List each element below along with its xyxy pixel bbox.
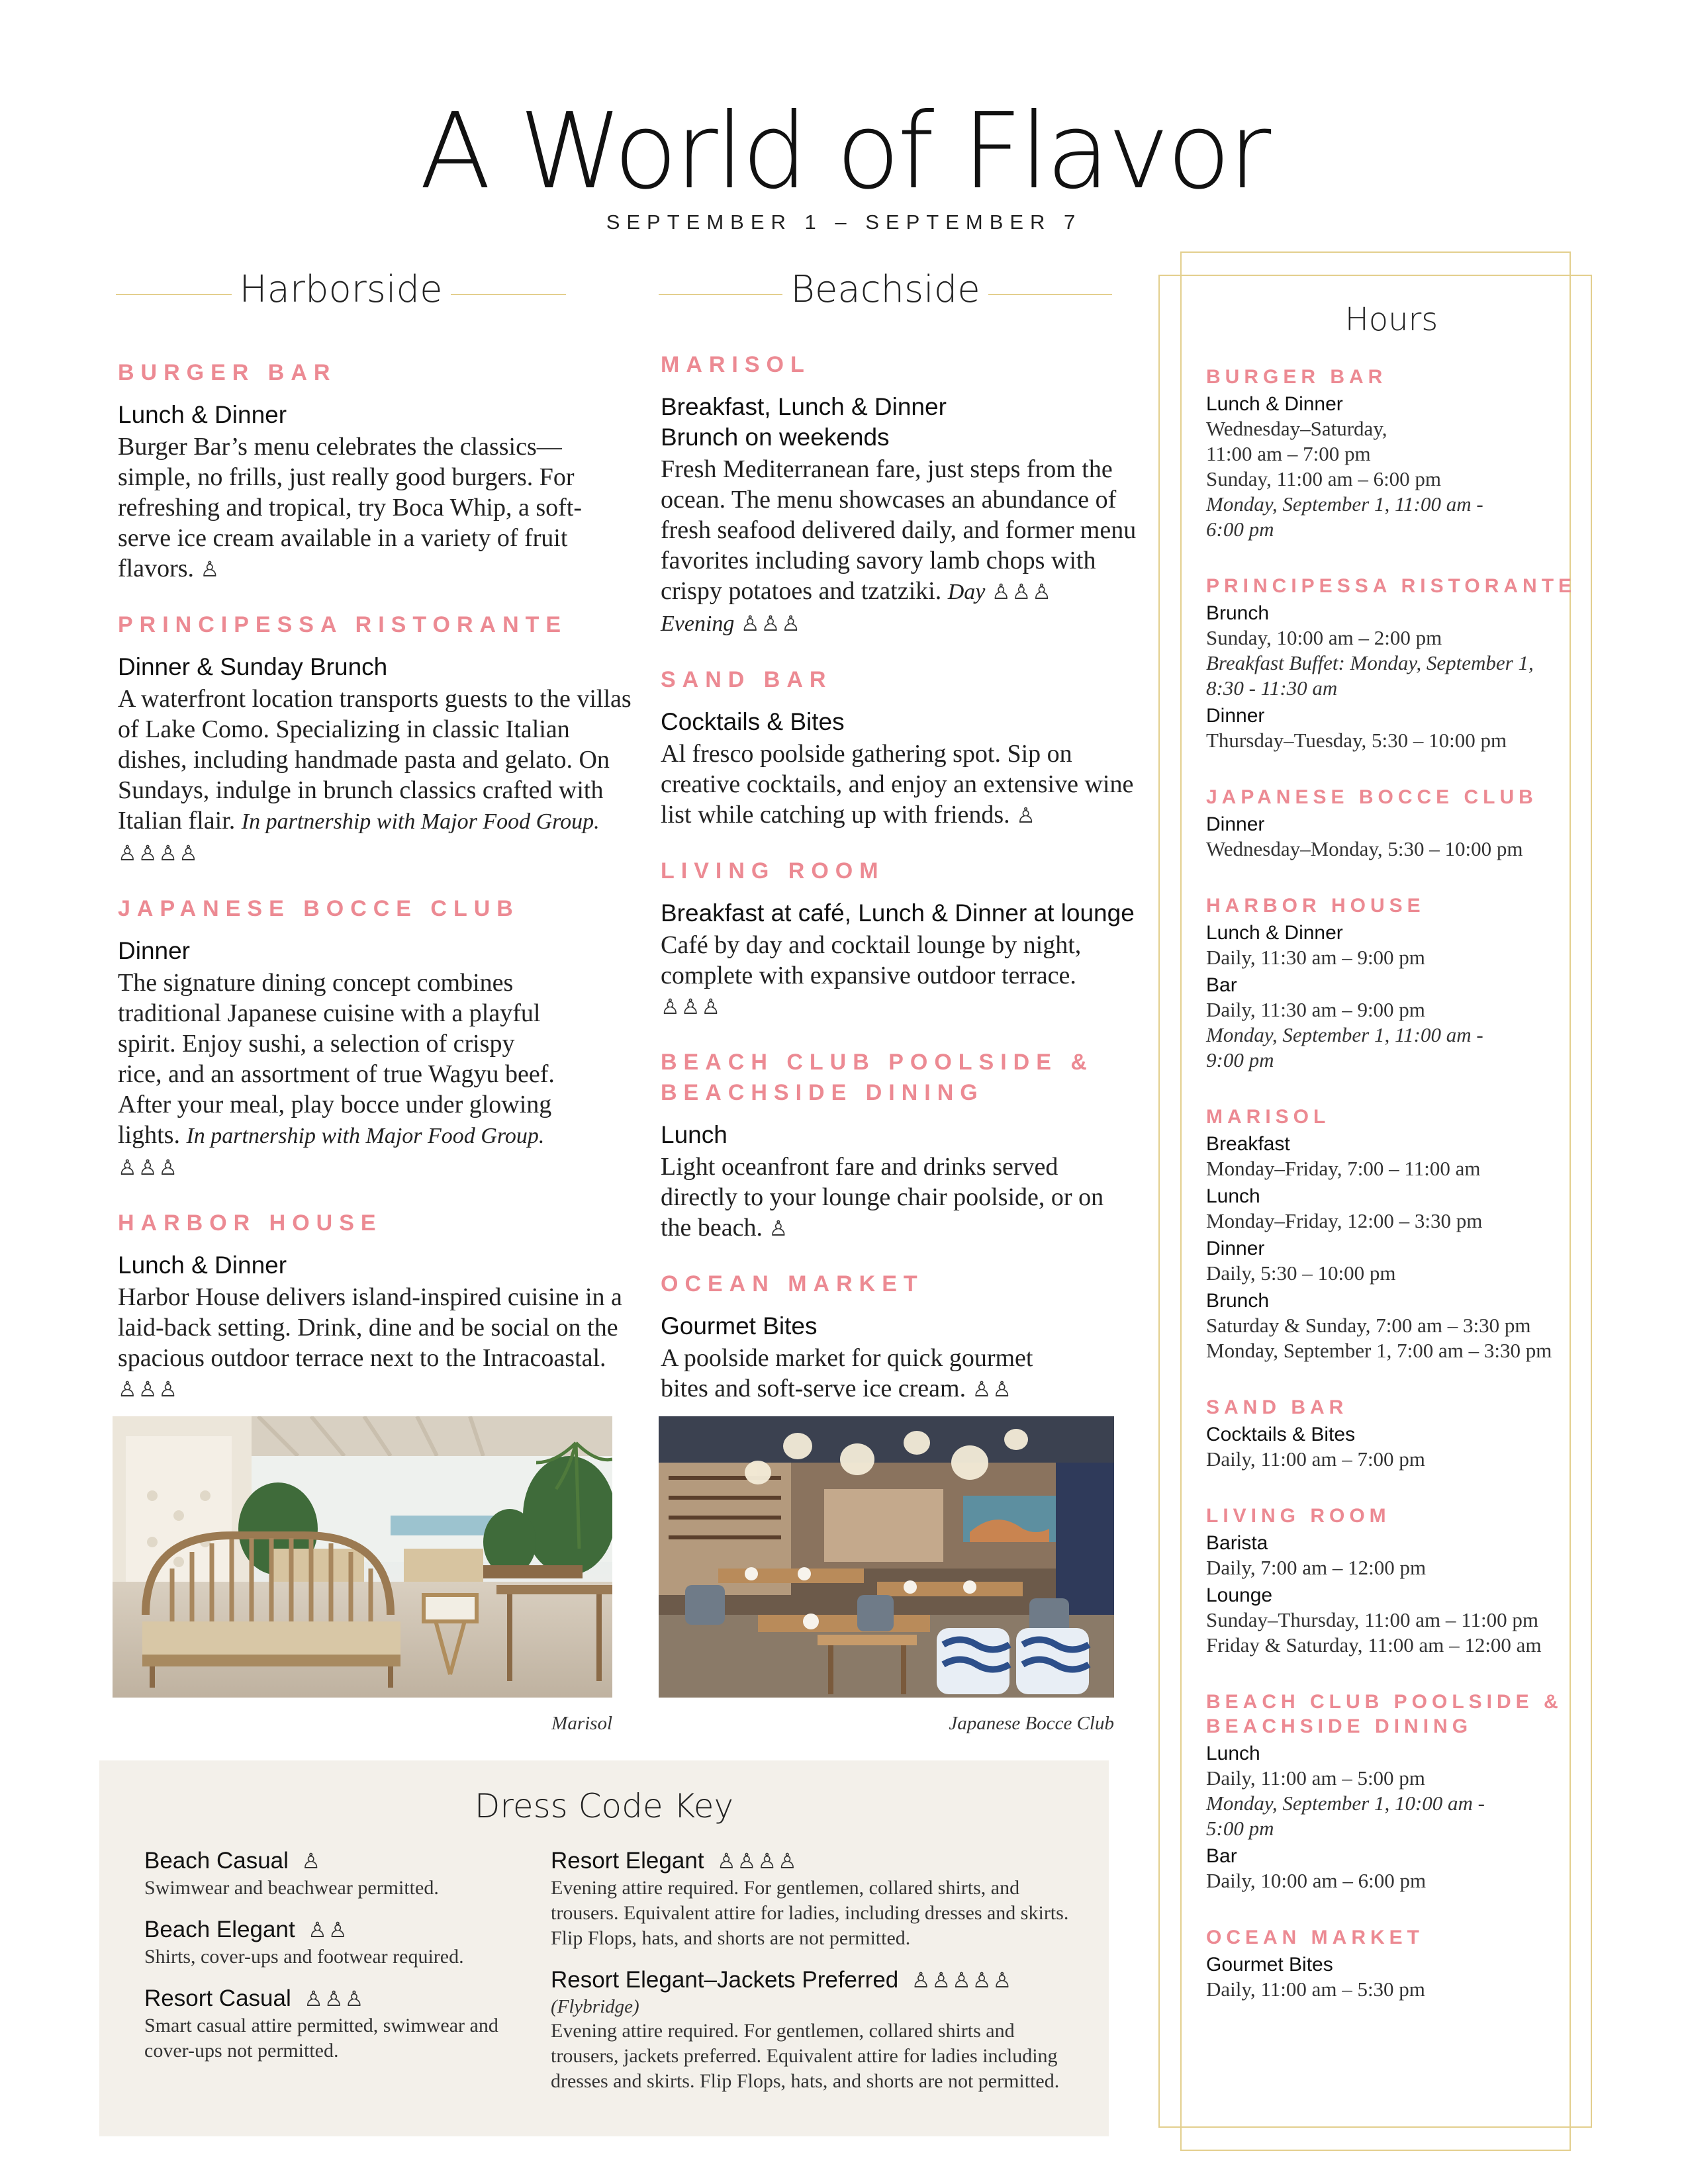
hours-time: Sunday–Thursday, 11:00 am – 11:00 pm xyxy=(1206,1608,1538,1631)
hours-venue xyxy=(1206,1504,1577,1658)
hours-meal-label: Brunch xyxy=(1206,602,1270,624)
hours-time: Sunday, 10:00 am – 2:00 pm xyxy=(1206,626,1442,649)
hours-venue xyxy=(1206,1925,1577,2002)
beachside-heading-text: Beachside xyxy=(790,268,980,311)
venue-description: Harbor House delivers island-inspired cuisine in a laid-back setting. Drink, dine and be social on the spacious outdoor terrace next to the Intracoastal. ♙♙♙ xyxy=(118,1283,622,1401)
beachside-heading xyxy=(659,268,1112,311)
venue-name: JAPANESE BOCCE CLUB xyxy=(118,896,520,921)
pineapple-icon: ♙♙ xyxy=(972,1377,1013,1401)
hours-venue xyxy=(1206,1395,1577,1472)
harborside-column xyxy=(118,357,634,1430)
dress-code-key xyxy=(99,1760,1109,2136)
date-range: SEPTEMBER 1 – SEPTEMBER 7 xyxy=(606,210,1082,234)
hours-special-note: Monday, September 1, 11:00 am - xyxy=(1206,492,1483,516)
hours-time: Wednesday–Monday, 5:30 – 10:00 pm xyxy=(1206,837,1523,860)
hours-time: Monday–Friday, 7:00 – 11:00 am xyxy=(1206,1157,1481,1180)
venue-name: SAND BAR xyxy=(661,667,833,692)
dress-code-description: Shirts, cover-ups and footwear required. xyxy=(144,1946,464,1968)
hours-meal-label: Dinner xyxy=(1206,813,1265,835)
venue-name: BURGER BAR xyxy=(118,360,337,385)
venue-description: The signature dining concept combines traditional Japanese cuisine with a playful spirit. Enjoy sushi, a selection of crispy rice, and an assortment of true Wagyu beef. After your meal, play bocce under glowing lights. In partnership with Major Food Group. ♙♙♙ xyxy=(118,969,555,1179)
hours-special-note: Monday, September 1, 10:00 am - xyxy=(1206,1792,1485,1815)
pineapple-icon: ♙ xyxy=(1016,803,1037,827)
venue-meal-times: Dinner xyxy=(118,937,190,964)
venue-description: A waterfront location transports guests to the villas of Lake Como. Specializing in classic Italian dishes, including handmade pasta and gelato. On Sundays, indulge in brunch classics crafted with Italian flair. In partnership with Major Food Group. ♙♙♙♙ xyxy=(118,685,632,865)
pineapple-icon: ♙♙♙♙♙ xyxy=(911,1968,1013,1992)
pineapple-icon: ♙♙♙ xyxy=(661,995,722,1019)
hours-special-note: 8:30 - 11:30 am xyxy=(1206,676,1338,700)
hours-meal-label: Bar xyxy=(1206,1845,1237,1867)
hours-time: Daily, 11:30 am – 9:00 pm xyxy=(1206,998,1425,1021)
hours-venue-name: HARBOR HOUSE xyxy=(1206,895,1425,917)
hours-special-note: Breakfast Buffet: Monday, September 1, xyxy=(1206,651,1534,674)
pineapple-icon: ♙♙♙ xyxy=(304,1987,365,2011)
venue-description: A poolside market for quick gourmet bites and soft-serve ice cream. ♙♙ xyxy=(661,1344,1033,1402)
hours-venue-name: OCEAN MARKET xyxy=(1206,1927,1424,1948)
hours-time: Monday–Friday, 12:00 – 3:30 pm xyxy=(1206,1209,1483,1232)
hours-meal-label: Lounge xyxy=(1206,1584,1273,1606)
hours-meal-label: Breakfast xyxy=(1206,1133,1290,1155)
pineapple-icon: ♙ xyxy=(769,1216,790,1240)
venue-description: Fresh Mediterranean fare, just steps from the ocean. The menu showcases an abundance of fresh seafood delivered daily, and former menu favorites including savory lamb chops with crispy potatoes and tzatziki. Day ♙♙♙ Evening ♙♙♙ xyxy=(661,455,1137,636)
dress-code-location: (Flybridge) xyxy=(551,1996,639,2017)
hours-meal-label: Bar xyxy=(1206,974,1237,996)
japanese-bocce-club-photo xyxy=(659,1416,1114,1698)
hours-time: Daily, 11:00 am – 7:00 pm xyxy=(1206,1447,1425,1471)
dress-code-description: Smart casual attire permitted, swimwear and cover-ups not permitted. xyxy=(144,2015,498,2062)
pineapple-icon: ♙ xyxy=(301,1849,322,1873)
hours-special-note: 6:00 pm xyxy=(1206,518,1274,541)
hours-time: Saturday & Sunday, 7:00 am – 3:30 pm xyxy=(1206,1314,1531,1337)
venue-name: PRINCIPESSA RISTORANTE xyxy=(118,612,568,637)
hours-meal-label: Lunch & Dinner xyxy=(1206,393,1343,415)
dress-code-right-column xyxy=(551,1846,1087,2109)
hours-venue-name: SAND BAR xyxy=(1206,1396,1348,1418)
venue-name: LIVING ROOM xyxy=(661,858,885,884)
pineapple-icon: ♙♙♙♙ xyxy=(716,1849,798,1873)
hours-time: Daily, 10:00 am – 6:00 pm xyxy=(1206,1869,1427,1892)
hours-meal-label: Lunch xyxy=(1206,1185,1260,1207)
hours-special-note: 5:00 pm xyxy=(1206,1817,1274,1840)
venue-meal-times: Cocktails & Bites xyxy=(661,708,845,735)
hours-venue-name: PRINCIPESSA RISTORANTE xyxy=(1206,575,1577,597)
dress-code-name: Beach Casual xyxy=(144,1848,289,1874)
venue-burger-bar xyxy=(118,357,634,584)
dress-code-name: Resort Elegant–Jackets Preferred xyxy=(551,1967,899,1993)
venue-description: Burger Bar’s menu celebrates the classics—simple, no frills, just really good burgers. For refreshing and tropical, try Boca Whip, a soft-serve ice cream available in a variety of fruit flavors. ♙ xyxy=(118,433,583,582)
venue-sand-bar xyxy=(661,664,1137,831)
venue-meal-times: Breakfast, Lunch & Dinner xyxy=(661,393,947,420)
hours-venue xyxy=(1206,365,1577,542)
venue-description: Al fresco poolside gathering spot. Sip on creative cocktails, and enjoy an extensive wine list while catching up with friends. ♙ xyxy=(661,740,1134,829)
hours-time: Daily, 7:00 am – 12:00 pm xyxy=(1206,1556,1427,1579)
bocce-club-photo-illustration xyxy=(659,1416,1114,1698)
hours-venue-name: LIVING ROOM xyxy=(1206,1505,1391,1527)
hours-venue-name: JAPANESE BOCCE CLUB xyxy=(1206,786,1538,808)
hours-time: 11:00 am – 7:00 pm xyxy=(1206,442,1371,465)
dress-code-item xyxy=(144,1984,528,2064)
hours-meal-label: Dinner xyxy=(1206,1238,1265,1259)
hours-meal-label: Gourmet Bites xyxy=(1206,1954,1333,1976)
dress-code-item xyxy=(551,1966,1087,2094)
pineapple-icon: ♙♙♙♙ xyxy=(118,841,199,865)
pineapple-icon: ♙♙♙ xyxy=(118,1377,179,1401)
hours-time: Daily, 11:00 am – 5:30 pm xyxy=(1206,1978,1425,2001)
venue-meal-times: Dinner & Sunday Brunch xyxy=(118,653,388,680)
venue-name: OCEAN MARKET xyxy=(661,1271,924,1297)
marisol-caption: Marisol xyxy=(551,1713,612,1734)
harborside-heading xyxy=(116,268,566,311)
partnership-note: In partnership with Major Food Group. xyxy=(186,1124,545,1148)
dress-code-heading: Dress Code Key xyxy=(474,1787,734,1825)
dress-code-name: Resort Casual xyxy=(144,1985,291,2011)
venue-living-room xyxy=(661,856,1137,1022)
dress-code-item xyxy=(551,1846,1087,1951)
dress-code-description: Swimwear and beachwear permitted. xyxy=(144,1877,439,1899)
venue-ocean-market xyxy=(661,1269,1137,1404)
pineapple-icon: ♙♙♙ xyxy=(740,612,802,635)
partnership-note: In partnership with Major Food Group. xyxy=(241,809,600,834)
hours-venue xyxy=(1206,1690,1577,1893)
hours-meal-label: Barista xyxy=(1206,1532,1268,1554)
hours-meal-label: Brunch xyxy=(1206,1290,1270,1312)
hours-time: Daily, 11:30 am – 9:00 pm xyxy=(1206,946,1425,969)
page-title: A World of Flavor xyxy=(419,91,1269,212)
beachside-column xyxy=(661,349,1137,1430)
hours-time: Daily, 11:00 am – 5:00 pm xyxy=(1206,1766,1425,1790)
dress-code-name: Resort Elegant xyxy=(551,1848,704,1874)
dress-code-item xyxy=(144,1846,528,1901)
hours-meal-label: Lunch & Dinner xyxy=(1206,922,1343,944)
dress-code-description: Evening attire required. For gentlemen, collared shirts and trousers, jackets preferred. Equivalent attire for ladies including dresses and skirts. Flip Flops, hats, and shorts are not permitted. xyxy=(551,2020,1060,2092)
pineapple-icon: ♙♙♙ xyxy=(991,580,1053,604)
venue-description: Café by day and cocktail lounge by night, complete with expansive outdoor terrace. ♙♙♙ xyxy=(661,931,1082,1019)
hours-panel xyxy=(1206,301,1577,2034)
hours-meal-label: Cocktails & Bites xyxy=(1206,1424,1356,1445)
pineapple-icon: ♙♙♙ xyxy=(118,1156,179,1179)
venue-meal-times: Lunch & Dinner xyxy=(118,401,287,428)
hours-meal-label: Lunch xyxy=(1206,1743,1260,1764)
venue-marisol xyxy=(661,349,1137,639)
hours-time: Wednesday–Saturday, xyxy=(1206,417,1387,440)
hours-venue-name: MARISOL xyxy=(1206,1106,1331,1128)
dress-code-item xyxy=(144,1915,528,1970)
dress-code-name: Beach Elegant xyxy=(144,1917,295,1942)
dress-code-left-column xyxy=(144,1846,528,2078)
venue-beach-club xyxy=(661,1047,1137,1244)
marisol-photo xyxy=(113,1416,612,1698)
hours-time: Thursday–Tuesday, 5:30 – 10:00 pm xyxy=(1206,729,1507,752)
venue-japanese-bocce-club xyxy=(118,893,634,1183)
venue-meal-times: Lunch & Dinner xyxy=(118,1251,287,1279)
venue-name: BEACH CLUB POOLSIDE & BEACHSIDE DINING xyxy=(661,1050,1094,1105)
pineapple-icon: ♙ xyxy=(200,557,221,581)
hours-venue xyxy=(1206,1105,1577,1363)
venue-harbor-house xyxy=(118,1208,634,1404)
hours-venue xyxy=(1206,893,1577,1073)
hours-time: Monday, September 1, 7:00 am – 3:30 pm xyxy=(1206,1339,1552,1362)
hours-time: Friday & Saturday, 11:00 am – 12:00 am xyxy=(1206,1633,1542,1657)
venue-name: MARISOL xyxy=(661,352,811,377)
hours-list xyxy=(1206,365,1577,2002)
venue-meal-times: Lunch xyxy=(661,1121,727,1148)
marisol-photo-illustration xyxy=(113,1416,612,1698)
hours-venue-name: BEACH CLUB POOLSIDE & BEACHSIDE DINING xyxy=(1206,1691,1563,1737)
hours-time: Daily, 5:30 – 10:00 pm xyxy=(1206,1261,1396,1285)
hours-special-note: Monday, September 1, 11:00 am - xyxy=(1206,1023,1483,1046)
harborside-heading-text: Harborside xyxy=(239,268,443,311)
hours-meal-label: Dinner xyxy=(1206,705,1265,727)
dress-code-description: Evening attire required. For gentlemen, collared shirts, and trousers. Equivalent attire for ladies, including dresses and skirts. Flip Flops, hats, and shorts are not permitted. xyxy=(551,1877,1069,1949)
venue-description: Light oceanfront fare and drinks served directly to your lounge chair poolside, or on the beach. ♙ xyxy=(661,1153,1104,1242)
venue-meal-times: Gourmet Bites xyxy=(661,1312,818,1340)
venue-name: HARBOR HOUSE xyxy=(118,1210,383,1236)
venue-meal-times-weekend: Brunch on weekends xyxy=(661,424,890,451)
pineapple-icon: ♙♙ xyxy=(308,1918,349,1942)
hours-special-note: 9:00 pm xyxy=(1206,1048,1274,1071)
venue-principessa-ristorante xyxy=(118,610,634,868)
bocce-club-caption: Japanese Bocce Club xyxy=(949,1713,1114,1734)
hours-time: Sunday, 11:00 am – 6:00 pm xyxy=(1206,467,1442,490)
hours-venue xyxy=(1206,574,1577,753)
hours-venue-name: BURGER BAR xyxy=(1206,366,1387,388)
hours-venue xyxy=(1206,785,1577,862)
venue-meal-times: Breakfast at café, Lunch & Dinner at lounge xyxy=(661,899,1135,927)
hours-heading: Hours xyxy=(1344,301,1438,338)
